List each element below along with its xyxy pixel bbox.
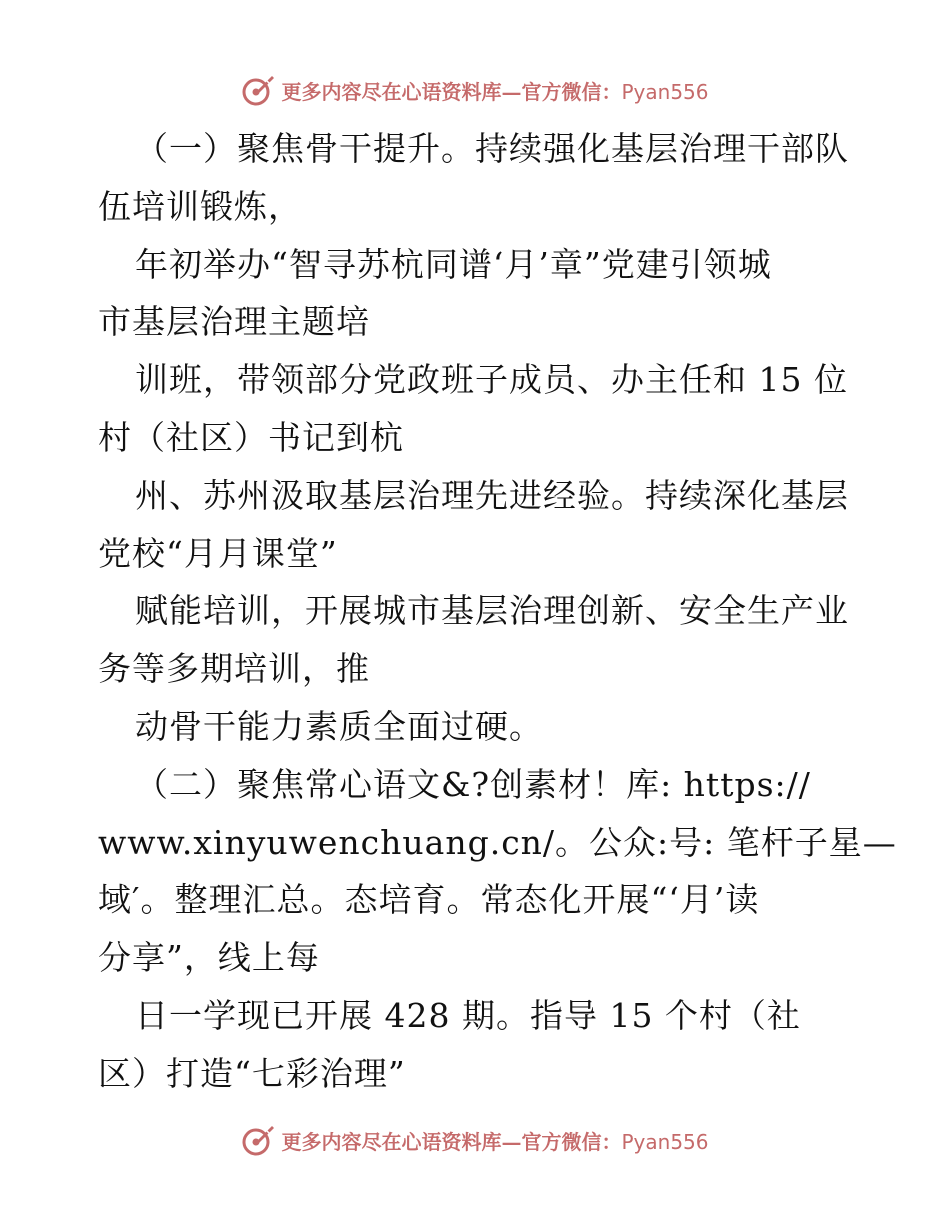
document-body: [98, 120, 897, 1103]
text-line: 市基层治理主题培: [98, 302, 370, 342]
text-line: 村（社区）书记到杭: [98, 417, 404, 457]
text-line: 党校“月月课堂”: [98, 533, 338, 573]
text-line: 州、苏州汲取基层治理先进经验。持续深化基层: [135, 475, 849, 515]
watermark-text: 更多内容尽在心语资料库—官方微信：Pyan556: [281, 79, 709, 104]
text-line: 域′。整理汇总。态培育。常态化开展“‘月’读: [98, 880, 760, 920]
text-line: 区）打造“七彩治理”: [98, 1053, 406, 1093]
text-line: 分享”，线上每: [98, 938, 320, 978]
text-line: 动骨干能力素质全面过硬。: [135, 706, 543, 746]
text-line: 务等多期培训，推: [98, 649, 370, 689]
watermark-text: 更多内容尽在心语资料库—官方微信：Pyan556: [281, 1129, 709, 1154]
footer-watermark-banner: [0, 1120, 950, 1160]
text-line: （二）聚焦常心语文&?创素材！库: https://: [135, 764, 811, 804]
text-line: www.xinyuwenchuang.cn/。公众:号: 笔杆子星—: [98, 822, 897, 862]
quill-pen-circle-icon: [241, 73, 275, 107]
text-line: 赋能培训，开展城市基层治理创新、安全生产业: [135, 591, 849, 631]
text-line: 日一学现已开展 428 期。指导 15 个村（社: [135, 995, 801, 1035]
header-watermark-banner: [0, 70, 950, 110]
text-line: 训班，带领部分党政班子成员、办主任和 15 位: [135, 360, 848, 400]
text-line: 伍培训锻炼，: [98, 186, 302, 226]
text-line: 年初举办“智寻苏杭同谱‘月’章”党建引领城: [135, 244, 772, 284]
text-line: （一）聚焦骨干提升。持续强化基层治理干部队: [135, 129, 849, 168]
quill-pen-circle-icon: [241, 1123, 275, 1157]
